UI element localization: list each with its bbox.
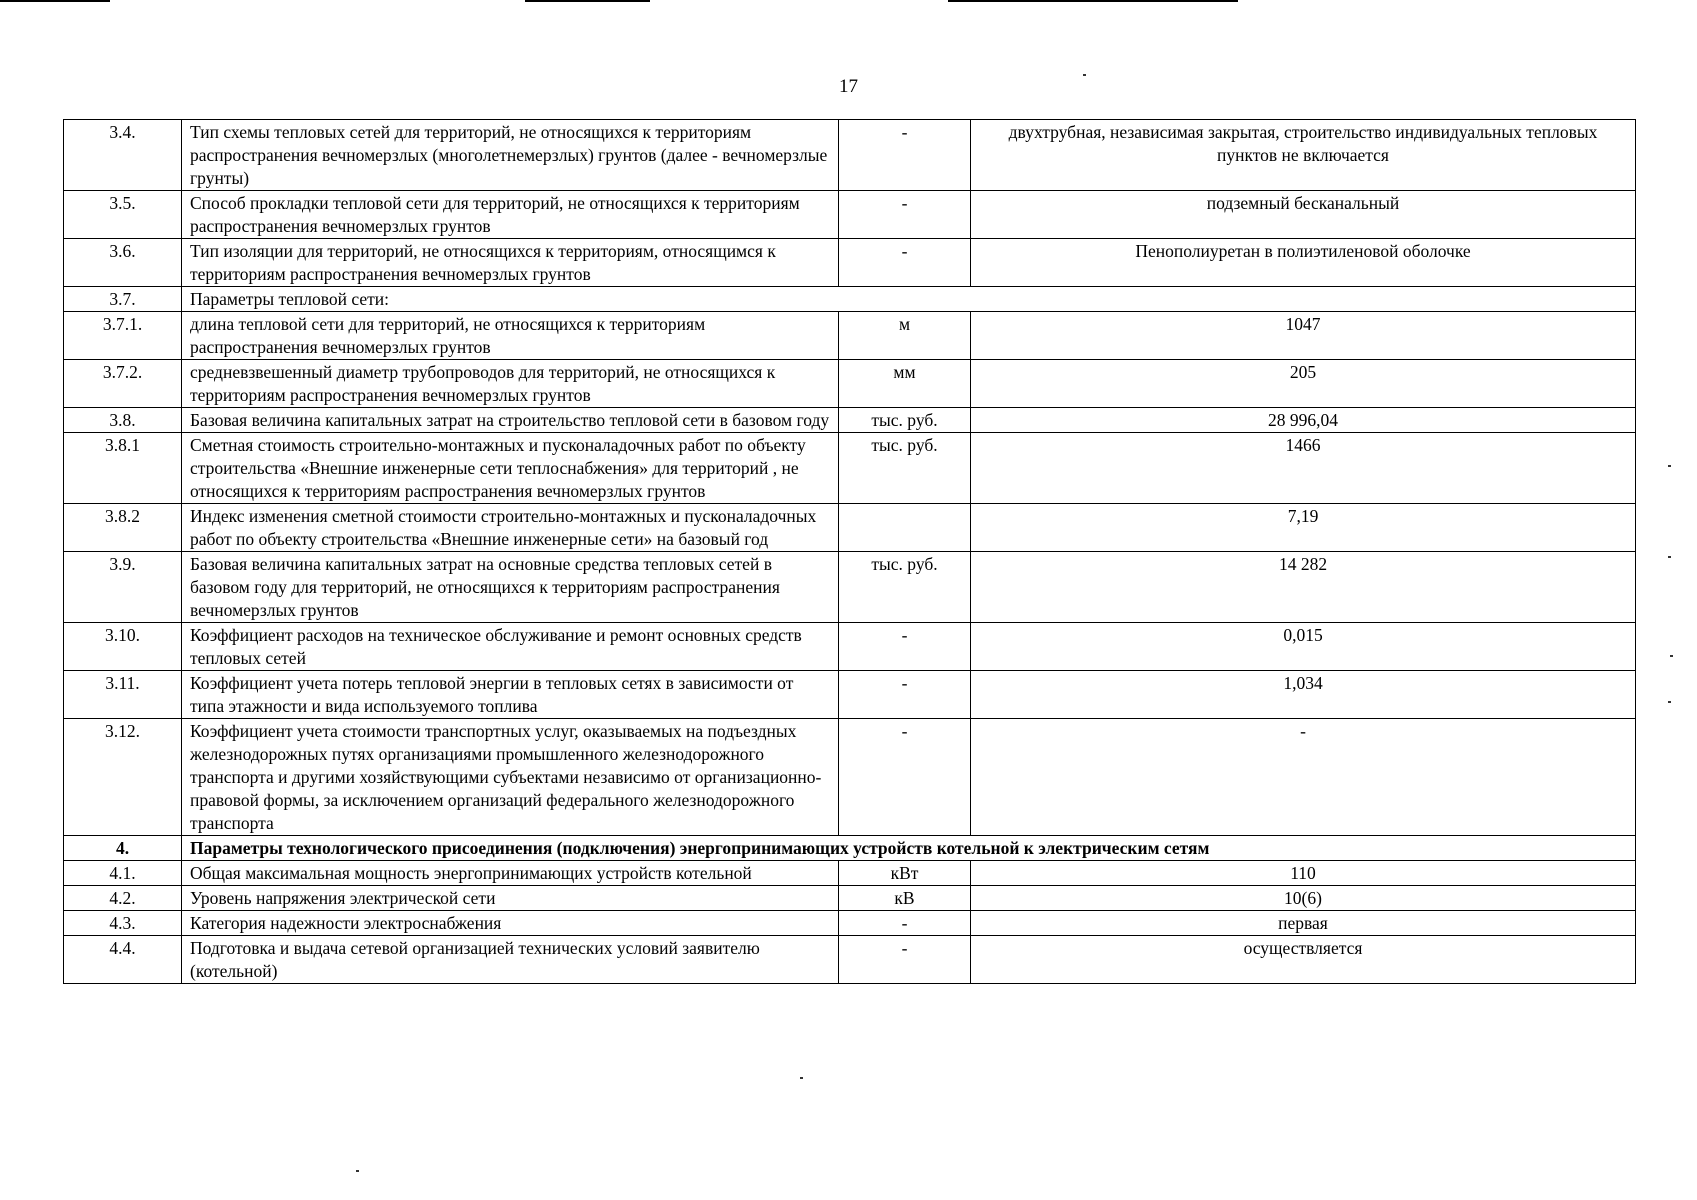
section-title: Параметры тепловой сети: [182, 287, 1636, 312]
parameter-name: Коэффициент учета потерь тепловой энергии в тепловых сетях в зависимости от типа этажности и вида используемого топлива [182, 671, 839, 719]
parameter-name: Тип изоляции для территорий, не относящихся к территориям, относящимся к территориям распространения вечномерзлых грунтов [182, 239, 839, 287]
value-cell: 14 282 [971, 552, 1636, 623]
parameter-name: Категория надежности электроснабжения [182, 911, 839, 936]
table-row [64, 861, 1636, 886]
table-row [64, 312, 1636, 360]
row-number: 4.4. [64, 936, 182, 984]
value-cell: 10(6) [971, 886, 1636, 911]
row-number: 3.5. [64, 191, 182, 239]
unit-cell: - [839, 120, 971, 191]
value-cell: 7,19 [971, 504, 1636, 552]
parameter-name: Общая максимальная мощность энергопринимающих устройств котельной [182, 861, 839, 886]
parameter-name: Уровень напряжения электрической сети [182, 886, 839, 911]
parameter-name: Сметная стоимость строительно-монтажных и пусконаладочных работ по объекту строительства «Внешние инженерные сети теплоснабжения» для территорий , не относящихся к территориям распространения вечномерзлых грунтов [182, 433, 839, 504]
scan-speck [1668, 556, 1671, 558]
row-number: 4.1. [64, 861, 182, 886]
value-cell: 1,034 [971, 671, 1636, 719]
value-cell: 1466 [971, 433, 1636, 504]
table-row [64, 836, 1636, 861]
parameter-name: Подготовка и выдача сетевой организацией технических условий заявителю (котельной) [182, 936, 839, 984]
scan-speck [1668, 465, 1671, 467]
value-cell: двухтрубная, независимая закрытая, строительство индивидуальных тепловых пунктов не включается [971, 120, 1636, 191]
table-row [64, 936, 1636, 984]
row-number: 3.7.2. [64, 360, 182, 408]
table-row [64, 433, 1636, 504]
value-cell: осуществляется [971, 936, 1636, 984]
parameter-name: Коэффициент расходов на техническое обслуживание и ремонт основных средств тепловых сетей [182, 623, 839, 671]
unit-cell: тыс. руб. [839, 552, 971, 623]
value-cell: - [971, 719, 1636, 836]
scan-speck [356, 1170, 359, 1172]
value-cell: 110 [971, 861, 1636, 886]
scan-mark [0, 0, 110, 2]
scan-speck [800, 1077, 803, 1079]
table-row [64, 552, 1636, 623]
unit-cell: - [839, 623, 971, 671]
row-number: 3.12. [64, 719, 182, 836]
parameter-name: Индекс изменения сметной стоимости строительно-монтажных и пусконаладочных работ по объекту строительства «Внешние инженерные сети» на базовый год [182, 504, 839, 552]
table-row [64, 191, 1636, 239]
unit-cell: - [839, 671, 971, 719]
row-number: 4.2. [64, 886, 182, 911]
table-row [64, 719, 1636, 836]
scan-mark [525, 0, 650, 2]
parameters-table [63, 119, 1636, 984]
value-cell: 1047 [971, 312, 1636, 360]
parameter-name: длина тепловой сети для территорий, не относящихся к территориям распространения вечномерзлых грунтов [182, 312, 839, 360]
table-row [64, 239, 1636, 287]
parameter-name: средневзвешенный диаметр трубопроводов для территорий, не относящихся к территориям распространения вечномерзлых грунтов [182, 360, 839, 408]
row-number: 3.4. [64, 120, 182, 191]
value-cell: 205 [971, 360, 1636, 408]
parameter-name: Базовая величина капитальных затрат на основные средства тепловых сетей в базовом году для территорий, не относящихся к территориям распространения вечномерзлых грунтов [182, 552, 839, 623]
value-cell: подземный бесканальный [971, 191, 1636, 239]
table-body [64, 120, 1636, 984]
row-number: 3.11. [64, 671, 182, 719]
table-row [64, 360, 1636, 408]
value-cell: 28 996,04 [971, 408, 1636, 433]
unit-cell: кВт [839, 861, 971, 886]
unit-cell: - [839, 239, 971, 287]
value-cell: 0,015 [971, 623, 1636, 671]
table-row [64, 886, 1636, 911]
value-cell: Пенополиуретан в полиэтиленовой оболочке [971, 239, 1636, 287]
row-number: 3.8. [64, 408, 182, 433]
row-number: 3.10. [64, 623, 182, 671]
unit-cell: мм [839, 360, 971, 408]
unit-cell: - [839, 191, 971, 239]
table-row [64, 623, 1636, 671]
row-number: 4.3. [64, 911, 182, 936]
unit-cell: - [839, 719, 971, 836]
table-row [64, 504, 1636, 552]
unit-cell: тыс. руб. [839, 408, 971, 433]
unit-cell [839, 504, 971, 552]
table-row [64, 408, 1636, 433]
scan-mark [948, 0, 1238, 2]
table-row [64, 120, 1636, 191]
row-number: 3.7.1. [64, 312, 182, 360]
table-row [64, 671, 1636, 719]
row-number: 3.6. [64, 239, 182, 287]
unit-cell: м [839, 312, 971, 360]
table-row [64, 911, 1636, 936]
table-row [64, 287, 1636, 312]
unit-cell: - [839, 936, 971, 984]
row-number: 3.8.2 [64, 504, 182, 552]
parameter-name: Тип схемы тепловых сетей для территорий, не относящихся к территориям распространения вечномерзлых (многолетнемерзлых) грунтов (далее - вечномерзлые грунты) [182, 120, 839, 191]
parameter-name: Коэффициент учета стоимости транспортных услуг, оказываемых на подъездных железнодорожных путях организациями промышленного железнодорожного транспорта и другими хозяйствующими субъектами независимо от организационно-правовой формы, за исключением организаций федерального железнодорожного транспорта [182, 719, 839, 836]
page-number: 17 [839, 76, 858, 97]
unit-cell: - [839, 911, 971, 936]
row-number: 4. [64, 836, 182, 861]
value-cell: первая [971, 911, 1636, 936]
scan-speck [1668, 701, 1671, 703]
scan-speck [1670, 655, 1673, 657]
row-number: 3.7. [64, 287, 182, 312]
row-number: 3.8.1 [64, 433, 182, 504]
row-number: 3.9. [64, 552, 182, 623]
parameter-name: Базовая величина капитальных затрат на строительство тепловой сети в базовом году [182, 408, 839, 433]
unit-cell: тыс. руб. [839, 433, 971, 504]
section-title: Параметры технологического присоединения (подключения) энергопринимающих устройств котельной к электрическим сетям [182, 836, 1636, 861]
parameter-name: Способ прокладки тепловой сети для территорий, не относящихся к территориям распространения вечномерзлых грунтов [182, 191, 839, 239]
unit-cell: кВ [839, 886, 971, 911]
